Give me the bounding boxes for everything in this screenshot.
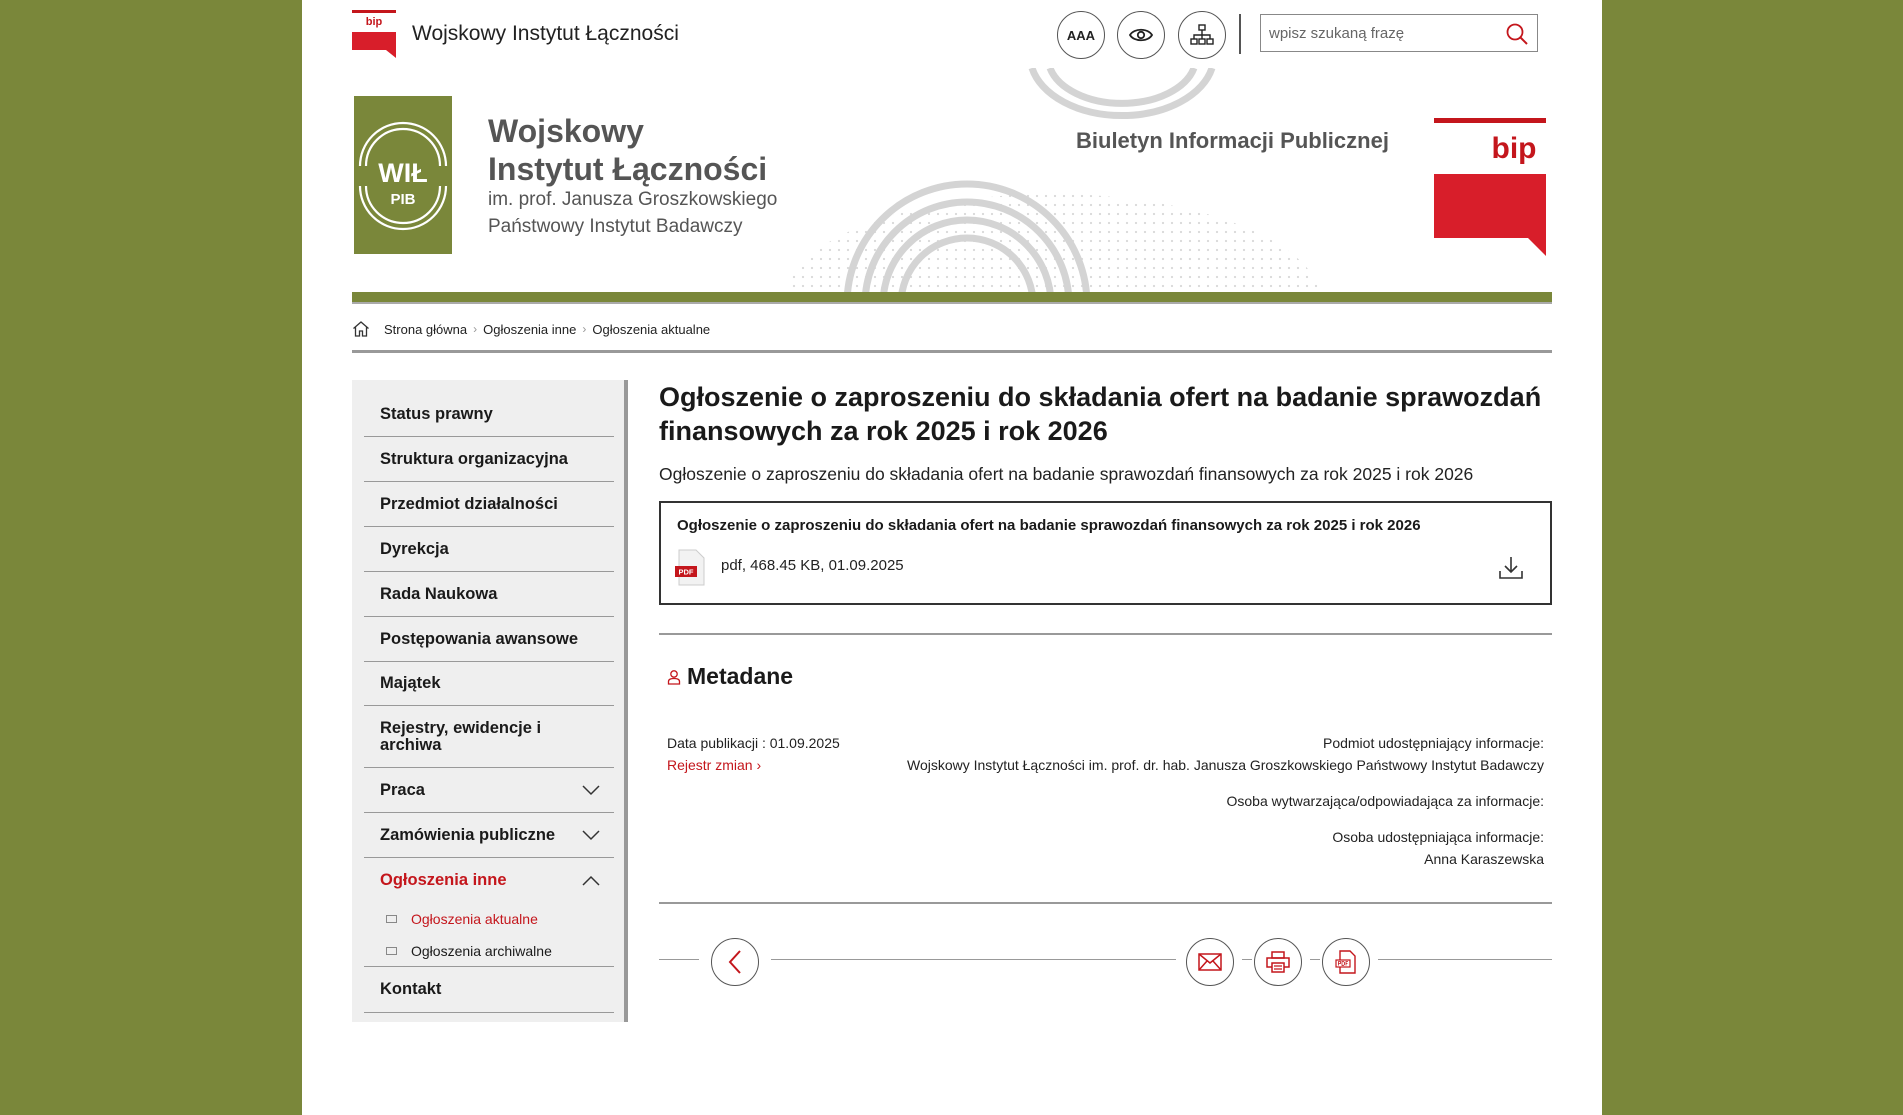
sidebar-item-label: Postępowania awansowe (380, 629, 579, 648)
pdf-file-icon (675, 549, 707, 587)
producer-label: Osoba wytwarzająca/odpowiadająca za informacje: (1226, 793, 1544, 809)
bip-large-label: bip (1491, 132, 1537, 165)
printer-icon (1266, 951, 1290, 973)
top-bar (352, 10, 1542, 60)
chevron-down-icon[interactable] (582, 829, 600, 841)
action-line (659, 959, 699, 960)
action-line (771, 959, 1176, 960)
pdf-export-icon (1335, 950, 1357, 974)
bullet-icon (386, 947, 397, 955)
sidebar-item-kontakt[interactable] (364, 967, 614, 1013)
institute-subtitle (488, 186, 777, 240)
action-line (1310, 959, 1320, 960)
sidebar-item-label: Praca (380, 780, 425, 799)
sitemap-icon (1190, 24, 1214, 46)
person-icon (667, 669, 681, 685)
bullet-icon (386, 915, 397, 923)
print-button[interactable] (1254, 938, 1302, 986)
publication-date: Data publikacji : 01.09.2025 (667, 735, 840, 751)
institute-title-line2: Instytut Łączności (488, 151, 768, 187)
sidebar-item-postepowania[interactable] (364, 617, 614, 662)
pdf-icon-label: PDF (678, 567, 694, 577)
sidebar-item-zamowienia[interactable] (364, 813, 614, 858)
institute-title-line1: Wojskowy (488, 113, 644, 149)
chevron-up-icon[interactable] (582, 875, 600, 887)
sidebar-subitem-label: Ogłoszenia aktualne (411, 911, 538, 927)
metadata-right (907, 732, 1544, 870)
metadata-left (667, 732, 840, 776)
banner-green-line (352, 292, 1552, 302)
sidebar-item-dyrekcja[interactable] (364, 527, 614, 572)
back-button[interactable] (711, 938, 759, 986)
metadata-heading (659, 663, 1552, 690)
sidebar-subitem-ogloszenia-archiwalne[interactable] (364, 935, 614, 967)
metadata-heading-text: Metadane (687, 663, 794, 689)
banner-decoration (792, 68, 1352, 304)
chevron-right-icon: › (756, 757, 762, 773)
search-box (1260, 14, 1538, 52)
sidebar-item-praca[interactable] (364, 768, 614, 813)
header-banner (352, 68, 1552, 304)
bip-small-label: bip (365, 16, 383, 28)
wil-logo-text: WIŁ (378, 158, 428, 188)
institute-subtitle-line1: im. prof. Janusza Groszkowskiego (488, 189, 778, 210)
sidebar-item-struktura[interactable] (364, 437, 614, 482)
pdf-export-button[interactable] (1322, 938, 1370, 986)
provider-value: Wojskowy Instytut Łączności im. prof. dr. hab. Janusza Groszkowskiego Państwowy Instytut Badawczy (906, 757, 1544, 773)
search-input[interactable] (1261, 15, 1507, 51)
institute-subtitle-line2: Państwowy Instytut Badawczy (488, 216, 743, 237)
metadata-section (659, 732, 1552, 902)
institute-title (488, 112, 767, 188)
attachment-box (659, 501, 1552, 605)
site-name[interactable]: Wojskowy Instytut Łączności (412, 22, 679, 45)
sidebar-item-majatek[interactable] (364, 662, 614, 706)
changes-log-label: Rejestr zmian (667, 757, 753, 773)
contrast-button[interactable] (1117, 11, 1165, 59)
page-lead: Ogłoszenie o zaproszeniu do składania ofert na badanie sprawozdań finansowych za rok 2025 i rok 2026 (659, 464, 1474, 484)
breadcrumb-chevron-icon: › (473, 322, 478, 336)
action-bar (659, 904, 1552, 1014)
sidebar-item-label: Kontakt (380, 980, 442, 998)
breadcrumb-divider (352, 350, 1552, 353)
chevron-down-icon[interactable] (582, 784, 600, 796)
envelope-icon (1198, 953, 1222, 971)
changes-log-link[interactable] (667, 757, 761, 773)
page-title: Ogłoszenie o zaproszeniu do składania ofert na badanie sprawozdań finansowych za rok 2025 i rok 2026 (659, 382, 1542, 446)
sidebar-item-label: Przedmiot działalności (380, 494, 558, 513)
action-line (1242, 959, 1252, 960)
wil-logo-graphic (354, 96, 452, 254)
email-button[interactable] (1186, 938, 1234, 986)
sidebar-subitem-label: Ogłoszenia archiwalne (411, 942, 552, 959)
attachment-meta: pdf, 468.45 KB, 01.09.2025 (721, 557, 904, 574)
breadcrumb-item-home[interactable]: Strona główna (384, 321, 468, 337)
font-size-label: AAA (1066, 27, 1096, 43)
breadcrumb-item-ogloszenia-aktualne: Ogłoszenia aktualne (592, 321, 711, 337)
sitemap-button[interactable] (1178, 11, 1226, 59)
action-line (1378, 959, 1552, 960)
sidebar-item-label: Rejestry, ewidencje i archiwa (380, 718, 542, 754)
banner-grey-line (352, 302, 1552, 304)
sidebar-item-ogloszenia-inne[interactable] (364, 858, 614, 903)
search-icon[interactable] (1505, 22, 1529, 46)
sidebar-item-label: Zamówienia publiczne (380, 825, 556, 844)
sidebar-item-przedmiot[interactable] (364, 482, 614, 527)
bip-logo-small[interactable] (352, 10, 396, 60)
sidebar-item-status-prawny[interactable] (364, 380, 614, 437)
sidebar-item-label: Dyrekcja (380, 539, 449, 558)
home-icon[interactable] (352, 320, 370, 338)
breadcrumb (352, 318, 716, 340)
header-separator (1239, 14, 1241, 54)
sharer-label: Osoba udostępniająca informacje: (1332, 829, 1544, 845)
sidebar-item-label: Status prawny (380, 404, 493, 423)
sidebar-item-label: Ogłoszenia inne (380, 871, 507, 889)
sidebar-item-rejestry[interactable] (364, 706, 614, 768)
sidebar-item-rada-naukowa[interactable] (364, 572, 614, 617)
sidebar-item-label: Struktura organizacyjna (380, 449, 568, 468)
wil-logo[interactable] (354, 96, 452, 254)
download-icon[interactable] (1498, 555, 1524, 581)
bip-logo-large[interactable] (1434, 118, 1546, 258)
sidebar-item-label: Rada Naukowa (380, 584, 498, 603)
attachment-title[interactable]: Ogłoszenie o zaproszeniu do składania ofert na badanie sprawozdań finansowych za rok 2025 i rok 2026 (677, 517, 1421, 534)
chevron-left-icon (727, 949, 743, 975)
provider-label: Podmiot udostępniający informacje: (1322, 735, 1544, 751)
sidebar-nav (352, 380, 628, 1022)
breadcrumb-chevron-icon: › (582, 322, 587, 336)
eye-icon (1129, 27, 1153, 43)
bip-label: Biuletyn Informacji Publicznej (1076, 128, 1389, 153)
sidebar-item-label: Majątek (380, 674, 441, 692)
breadcrumb-item-ogloszenia-inne[interactable]: Ogłoszenia inne (483, 321, 577, 337)
page (302, 0, 1602, 1115)
sidebar-subitem-ogloszenia-aktualne[interactable] (364, 903, 614, 935)
main-content (659, 380, 1552, 1014)
wil-logo-subtext: PIB (390, 191, 416, 208)
font-size-button[interactable] (1057, 11, 1105, 59)
content-divider (659, 633, 1552, 635)
sharer-value: Anna Karaszewska (1424, 851, 1544, 867)
